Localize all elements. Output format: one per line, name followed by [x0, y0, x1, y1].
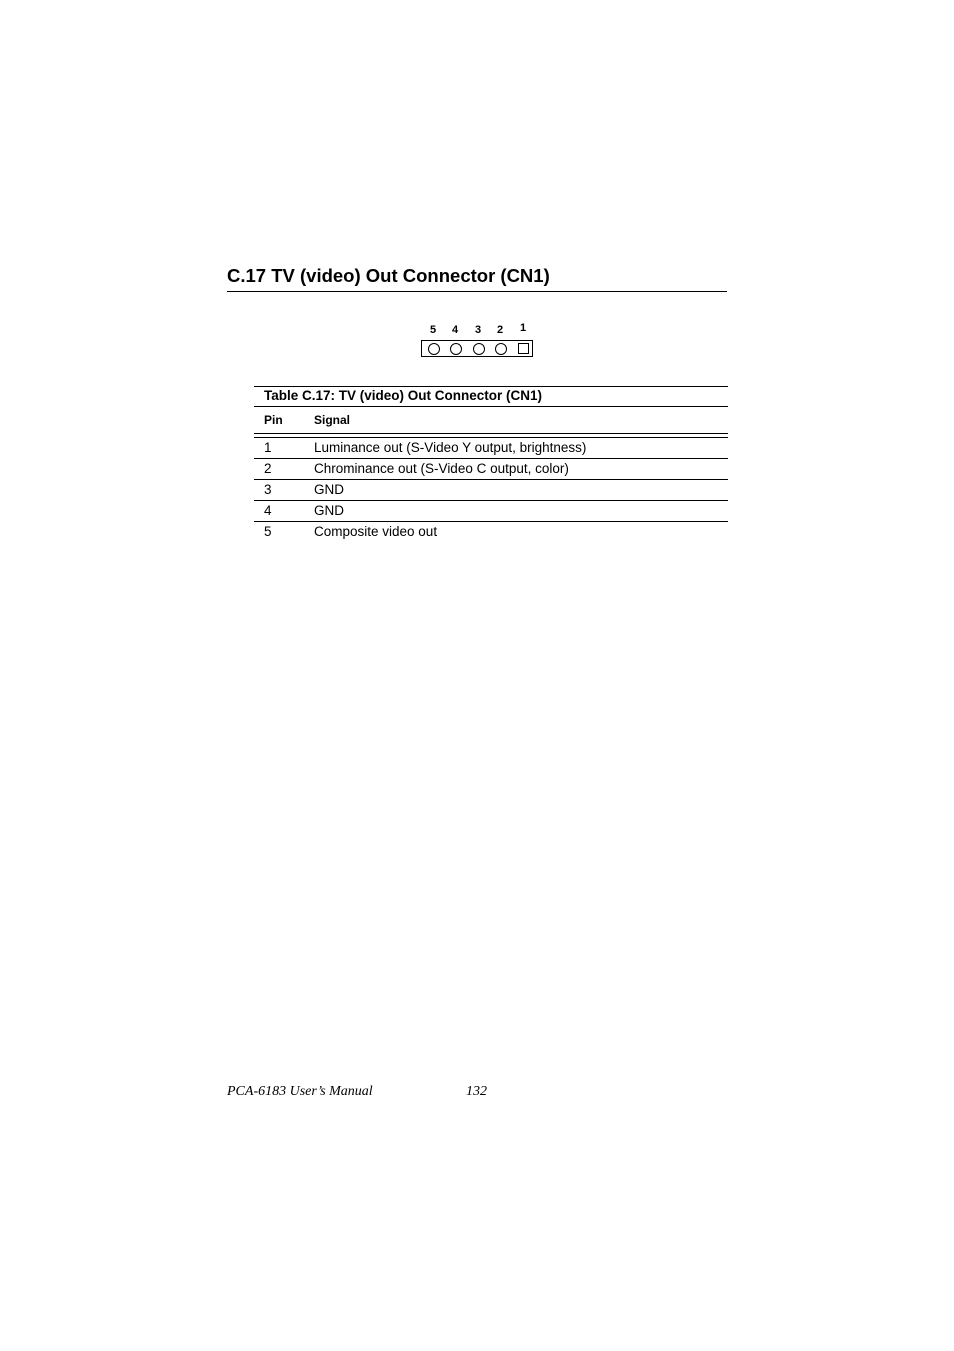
- table-row: [254, 480, 728, 501]
- table-caption: Table C.17: TV (video) Out Connector (CN1): [254, 386, 728, 407]
- pin-label-5: 5: [430, 324, 437, 336]
- cell-signal: Chrominance out (S-Video C output, color): [314, 459, 728, 480]
- connector-diagram: [420, 320, 540, 362]
- table-row: [254, 501, 728, 522]
- pin-table: [254, 386, 728, 542]
- pin-label-1: 1: [520, 322, 527, 334]
- table-row: [254, 459, 728, 480]
- pin-label-2: 2: [497, 324, 504, 336]
- signal-table: [254, 407, 728, 542]
- table-row: [254, 522, 728, 543]
- cell-signal: Composite video out: [314, 524, 438, 539]
- cell-signal: GND: [314, 480, 728, 501]
- pin-label-3: 3: [475, 324, 482, 336]
- footer-manual-title: PCA-6183 User’s Manual: [227, 1084, 373, 1099]
- header-pin: Pin: [254, 407, 314, 434]
- cell-pin: 3: [254, 480, 314, 501]
- table-row: [254, 438, 728, 459]
- cell-signal: Luminance out (S-Video Y output, brightness): [314, 438, 728, 459]
- pin-1-square: [518, 343, 529, 354]
- pin-4-round: [450, 343, 462, 355]
- pin-3-round: [473, 343, 485, 355]
- footer-page-number: 132: [466, 1084, 487, 1099]
- cell-signal: GND: [314, 501, 728, 522]
- section-heading: C.17 TV (video) Out Connector (CN1): [227, 264, 727, 292]
- pin-label-4: 4: [452, 324, 459, 336]
- pin-2-round: [495, 343, 507, 355]
- pin-5-round: [428, 343, 440, 355]
- cell-pin: 4: [254, 501, 314, 522]
- table-header-row: [254, 407, 728, 434]
- header-signal: Signal: [314, 407, 728, 434]
- cell-pin: 5: [264, 524, 272, 539]
- cell-pin: 1: [254, 438, 314, 459]
- cell-pin: 2: [254, 459, 314, 480]
